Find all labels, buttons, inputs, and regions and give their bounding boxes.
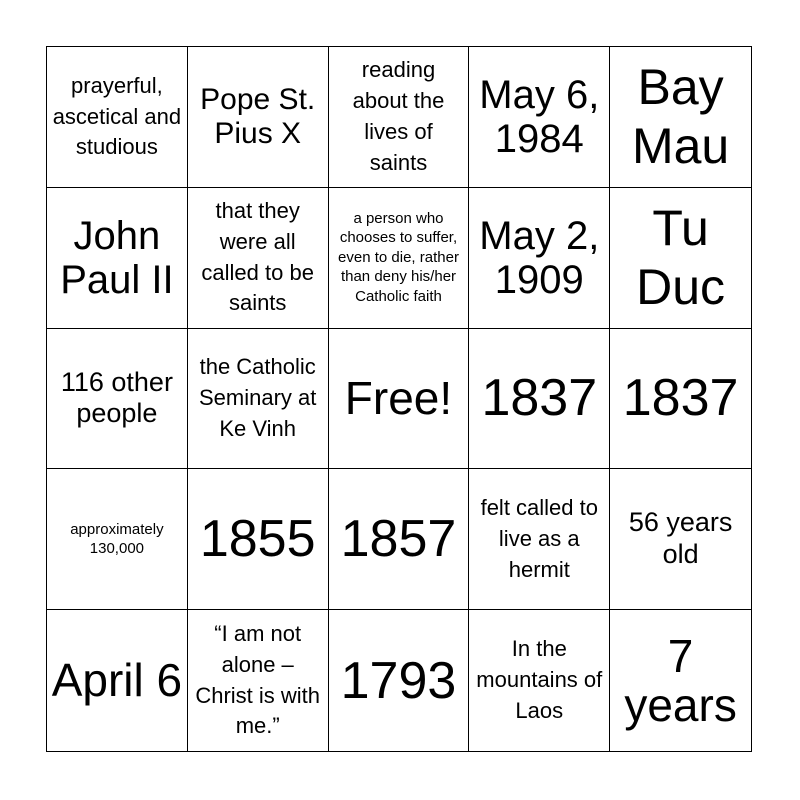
bingo-cell-r2c5[interactable]: Tu Duc <box>610 188 751 329</box>
bingo-cell-r3c2[interactable]: the Catholic Seminary at Ke Vinh <box>188 329 329 470</box>
bingo-cell-r1c1[interactable]: prayerful, ascetical and studious <box>47 47 188 188</box>
bingo-cell-r1c5[interactable]: Bay Mau <box>610 47 751 188</box>
bingo-cell-r5c3[interactable]: 1793 <box>329 610 470 751</box>
bingo-cell-r1c3[interactable]: reading about the lives of saints <box>329 47 470 188</box>
bingo-cell-r2c1[interactable]: John Paul II <box>47 188 188 329</box>
bingo-cell-r3c5[interactable]: 1837 <box>610 329 751 470</box>
bingo-cell-r1c2[interactable]: Pope St. Pius X <box>188 47 329 188</box>
bingo-cell-r3c4[interactable]: 1837 <box>469 329 610 470</box>
bingo-cell-r4c4[interactable]: felt called to live as a hermit <box>469 469 610 610</box>
bingo-cell-r1c4[interactable]: May 6, 1984 <box>469 47 610 188</box>
bingo-cell-r5c4[interactable]: In the mountains of Laos <box>469 610 610 751</box>
bingo-cell-r5c2[interactable]: “I am not alone – Christ is with me.” <box>188 610 329 751</box>
bingo-cell-r4c2[interactable]: 1855 <box>188 469 329 610</box>
bingo-cell-r5c5[interactable]: 7 years <box>624 629 737 731</box>
bingo-cell-r2c3[interactable]: a person who chooses to suffer, even to die, rather than deny his/her Catholic faith <box>329 188 470 329</box>
bingo-cell-r3c1[interactable]: 116 other people <box>47 329 188 470</box>
bingo-cell-free[interactable]: Free! <box>329 329 470 470</box>
bingo-cell-r2c2[interactable]: that they were all called to be saints <box>188 188 329 329</box>
bingo-cell-r4c3[interactable]: 1857 <box>329 469 470 610</box>
bingo-cell-r4c1[interactable]: approximately 130,000 <box>47 469 188 610</box>
bingo-board <box>46 46 752 752</box>
bingo-cell-r4c5[interactable]: 56 years old <box>610 469 751 610</box>
bingo-cell-r5c1[interactable]: April 6 <box>47 610 188 751</box>
bingo-cell-r2c4[interactable]: May 2, 1909 <box>469 188 610 329</box>
